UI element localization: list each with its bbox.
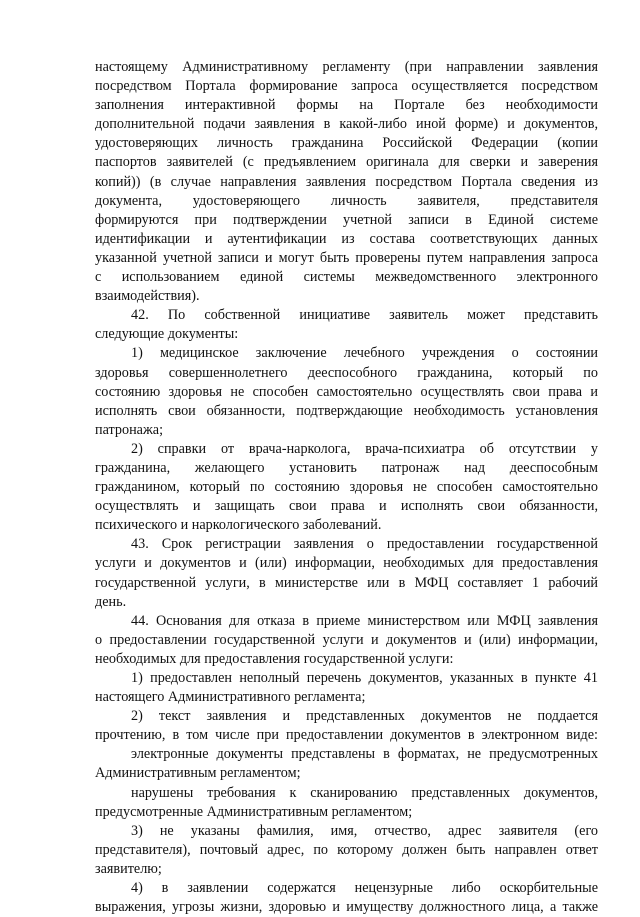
text-line: взаимодействия). bbox=[95, 288, 200, 305]
text-line: Административным регламентом; bbox=[95, 765, 301, 782]
text-line: посредством Портала формирование запроса осуществляется посредством bbox=[95, 78, 598, 95]
text-line: удостоверяющих личность гражданина Российской Федерации (копии bbox=[95, 135, 598, 152]
text-line: паспортов заявителей (с предъявлением оригинала для сверки и заверения bbox=[95, 154, 598, 171]
text-line: необходимых для предоставления государственной услуги: bbox=[95, 650, 454, 667]
text-line: заявителю; bbox=[95, 860, 162, 877]
text-line: следующие документы: bbox=[95, 326, 239, 343]
text-line: государственной услуги, в министерстве или в МФЦ составляет 1 рабочий bbox=[95, 574, 598, 591]
text-line: психического и наркологического заболеваний. bbox=[95, 517, 382, 534]
text-line: 2) текст заявления и представленных документов не поддается bbox=[131, 708, 598, 725]
text-line: указанной учетной записи и могут быть проверены путем направления запроса bbox=[95, 249, 598, 266]
text-line: гражданина, желающего установить патронаж над дееспособным bbox=[95, 459, 598, 476]
text-line: предусмотренные Административным регламентом; bbox=[95, 803, 413, 820]
document-body bbox=[95, 58, 598, 917]
text-line: 43. Срок регистрации заявления о предоставлении государственной bbox=[131, 536, 598, 553]
text-line: 2) справки от врача-нарколога, врача-психиатра об отсутствии у bbox=[131, 440, 598, 457]
text-line: копий)) (в случае направления заявления посредством Портала сведения из bbox=[95, 173, 598, 190]
text-line: электронные документы представлены в форматах, не предусмотренных bbox=[131, 746, 598, 763]
text-line: день. bbox=[95, 593, 127, 610]
text-line: настоящего Административного регламента; bbox=[95, 689, 366, 706]
text-line: 1) медицинское заключение лечебного учреждения о состоянии bbox=[131, 345, 598, 362]
text-line: представителя), почтовый адрес, по которому должен быть направлен ответ bbox=[95, 841, 598, 858]
text-line: осуществлять и защищать свои права и исполнять свои обязанности, bbox=[95, 498, 598, 515]
text-line: документа, удостоверяющего личность заявителя, представителя bbox=[95, 192, 598, 209]
text-line: 42. По собственной инициативе заявитель может представить bbox=[131, 307, 598, 324]
text-line: заполнения интерактивной формы на Портале без необходимости bbox=[95, 97, 598, 114]
text-line: прочтению, в том числе при предоставлении документов в электронном виде: bbox=[95, 727, 598, 744]
text-line: о предоставлении государственной услуги и документов и (или) информации, bbox=[95, 631, 598, 648]
text-line: формируются при подтверждении учетной записи в Единой системе bbox=[95, 211, 598, 228]
text-line: идентификации и аутентификации из состава соответствующих данных bbox=[95, 230, 598, 247]
text-line: 1) предоставлен неполный перечень документов, указанных в пункте 41 bbox=[131, 670, 598, 686]
text-line: с использованием единой системы межведомственного электронного bbox=[95, 269, 598, 286]
text-line: 3) не указаны фамилия, имя, отчество, адрес заявителя (его bbox=[131, 822, 598, 839]
text-line: 44. Основания для отказа в приеме министерством или МФЦ заявления bbox=[131, 612, 598, 629]
text-line: патронажа; bbox=[95, 421, 164, 438]
text-line: нарушены требования к сканированию представленных документов, bbox=[131, 784, 598, 801]
text-line: исполнять свои обязанности, подтверждающие необходимость установления bbox=[95, 402, 598, 419]
text-line: гражданином, который по состоянию здоровья не способен самостоятельно bbox=[95, 479, 598, 496]
text-line: здоровья совершеннолетнего дееспособного гражданина, который по bbox=[95, 364, 598, 381]
text-line: настоящему Административному регламенту (при направлении заявления bbox=[95, 59, 598, 75]
text-line: услуги и документов и (или) информации, необходимых для предоставления bbox=[95, 555, 598, 572]
text-line: выражения, угрозы жизни, здоровью и имуществу должностного лица, а также bbox=[95, 899, 598, 916]
text-line: дополнительной подачи заявления в какой-либо иной форме) и документов, bbox=[95, 116, 598, 133]
text-line: 4) в заявлении содержатся нецензурные либо оскорбительные bbox=[131, 880, 598, 897]
text-line: состоянию здоровья не способен самостоятельно осуществлять свои права и bbox=[95, 383, 598, 400]
